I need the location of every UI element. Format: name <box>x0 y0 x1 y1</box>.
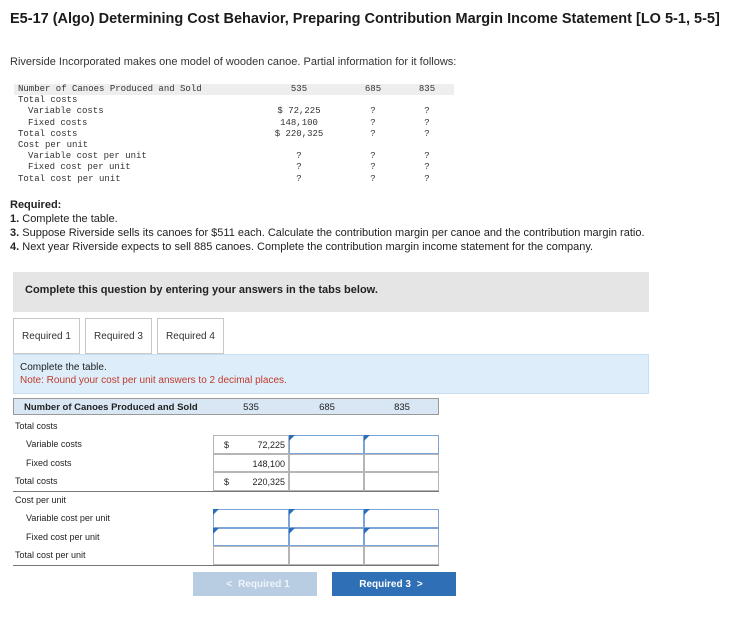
variable-cpu-685-input[interactable] <box>289 509 364 528</box>
variable-cpu-535-input[interactable] <box>213 509 289 528</box>
cell-value: 148,100 <box>252 458 285 469</box>
row-label: Total costs <box>15 476 58 486</box>
prev-button[interactable] <box>193 572 317 596</box>
prev-button-label: Required 1 <box>238 578 290 590</box>
given-col-685: 685 <box>364 84 382 94</box>
given-row-label: Cost per unit <box>18 139 89 150</box>
given-cell: ? <box>424 151 430 162</box>
given-cell: ? <box>424 173 430 184</box>
given-row <box>14 118 454 129</box>
required-num: 3. <box>10 227 20 239</box>
given-header-row <box>14 84 454 95</box>
required-heading: Required: <box>10 199 62 211</box>
total-cpu-685 <box>289 546 364 565</box>
required-item-3 <box>10 227 645 239</box>
dollar-sign: $ <box>224 477 230 487</box>
instruction-banner <box>13 272 649 312</box>
table-row <box>13 454 439 473</box>
required-num: 1. <box>10 213 20 225</box>
given-row <box>14 151 454 162</box>
given-cell: ? <box>424 128 430 139</box>
given-cell: ? <box>370 162 376 173</box>
fixed-cpu-685-input[interactable] <box>289 528 364 547</box>
fixed-costs-685-input[interactable] <box>289 454 364 473</box>
required-item-1 <box>10 213 118 225</box>
given-row-label: Variable costs <box>28 106 104 117</box>
given-header-label: Number of Canoes Produced and Sold <box>18 84 202 94</box>
cell-value: 220,325 <box>252 477 285 487</box>
given-row <box>14 140 454 151</box>
table-bottom-border <box>13 565 439 566</box>
given-cell: ? <box>370 117 376 128</box>
total-cpu-535 <box>213 546 289 565</box>
given-cell: ? <box>370 128 376 139</box>
row-label: Fixed costs <box>26 457 72 468</box>
instruction-text: Complete this question by entering your answers in the tabs below. <box>25 284 378 296</box>
row-label: Fixed cost per unit <box>26 531 100 542</box>
note-box <box>13 354 649 394</box>
given-col-835: 835 <box>418 84 436 94</box>
dollar-sign: $ <box>224 440 230 450</box>
required-text: Next year Riverside expects to sell 885 canoes. Complete the contribution margin income statement for the company. <box>22 241 594 253</box>
given-cell: ? <box>370 151 376 162</box>
table-row <box>13 528 439 547</box>
cell-value: 72,225 <box>257 440 285 450</box>
given-row-label: Total costs <box>18 95 78 106</box>
variable-costs-535 <box>213 435 289 454</box>
given-info-table <box>14 84 454 185</box>
required-text: Complete the table. <box>22 213 118 225</box>
given-cell: ? <box>424 162 430 173</box>
tab-required-3[interactable]: Required 3 <box>85 318 152 354</box>
fixed-cpu-835-input[interactable] <box>364 528 439 547</box>
total-costs-535 <box>213 472 289 491</box>
row-label: Cost per unit <box>15 495 67 505</box>
tab-required-4[interactable]: Required 4 <box>157 318 224 354</box>
given-cell: $ 72,225 <box>277 106 321 117</box>
required-num: 4. <box>10 241 20 253</box>
table-row <box>13 417 439 436</box>
row-label: Variable costs <box>26 439 82 449</box>
tab-required-1[interactable]: Required 1 <box>13 318 80 354</box>
required-text: Suppose Riverside sells its canoes for $511 each. Calculate the contribution margin per canoe and the contribution margin ratio. <box>22 227 645 239</box>
table-row <box>13 491 439 510</box>
given-cell: 148,100 <box>280 117 318 128</box>
given-cell: ? <box>424 117 430 128</box>
fixed-costs-835-input[interactable] <box>364 454 439 473</box>
answer-col-535: 535 <box>243 402 259 413</box>
fixed-costs-535 <box>213 454 289 473</box>
given-row-label: Variable cost per unit <box>28 151 147 162</box>
table-row <box>13 509 439 528</box>
given-row <box>14 174 454 185</box>
fixed-cpu-535-input[interactable] <box>213 528 289 547</box>
table-row <box>13 472 439 491</box>
intro-text: Riverside Incorporated makes one model of wooden canoe. Partial information for it follows: <box>10 56 457 68</box>
table-row <box>13 435 439 454</box>
given-cell: ? <box>424 106 430 117</box>
given-row-label: Total cost per unit <box>18 173 121 184</box>
total-costs-685 <box>289 472 364 491</box>
row-label: Variable cost per unit <box>26 513 110 523</box>
variable-cpu-835-input[interactable] <box>364 509 439 528</box>
given-cell: $ 220,325 <box>274 128 324 139</box>
variable-costs-835-input[interactable] <box>364 435 439 454</box>
answer-col-835: 835 <box>394 402 410 413</box>
given-row <box>14 106 454 117</box>
row-label: Total cost per unit <box>15 550 86 560</box>
row-label: Total costs <box>15 421 58 431</box>
answer-header-label: Number of Canoes Produced and Sold <box>24 402 198 413</box>
given-cell: ? <box>296 162 302 173</box>
note-instruction: Complete the table. <box>20 362 107 373</box>
given-cell: ? <box>296 173 302 184</box>
given-cell: ? <box>370 106 376 117</box>
chevron-right-icon: > <box>416 578 423 590</box>
total-costs-835 <box>364 472 439 491</box>
given-row-label: Fixed costs <box>28 117 88 128</box>
given-col-535: 535 <box>290 84 308 94</box>
given-row-label: Total costs <box>18 128 78 139</box>
given-row <box>14 162 454 173</box>
given-cell: ? <box>370 173 376 184</box>
answer-header-row <box>13 398 439 415</box>
total-cpu-835 <box>364 546 439 565</box>
note-rounding: Note: Round your cost per unit answers to 2 decimal places. <box>20 375 287 386</box>
table-row <box>13 546 439 565</box>
answer-col-685: 685 <box>319 402 335 413</box>
given-row-label: Fixed cost per unit <box>28 162 131 173</box>
chevron-left-icon: < <box>226 578 233 590</box>
next-button[interactable] <box>332 572 456 596</box>
required-item-4 <box>10 241 593 253</box>
page-title: E5-17 (Algo) Determining Cost Behavior, Preparing Contribution Margin Income Statement [LO 5-1, 5-5] <box>10 11 720 27</box>
given-row <box>14 129 454 140</box>
given-row <box>14 95 454 106</box>
given-cell: ? <box>296 151 302 162</box>
next-button-label: Required 3 <box>359 578 411 590</box>
variable-costs-685-input[interactable] <box>289 435 364 454</box>
